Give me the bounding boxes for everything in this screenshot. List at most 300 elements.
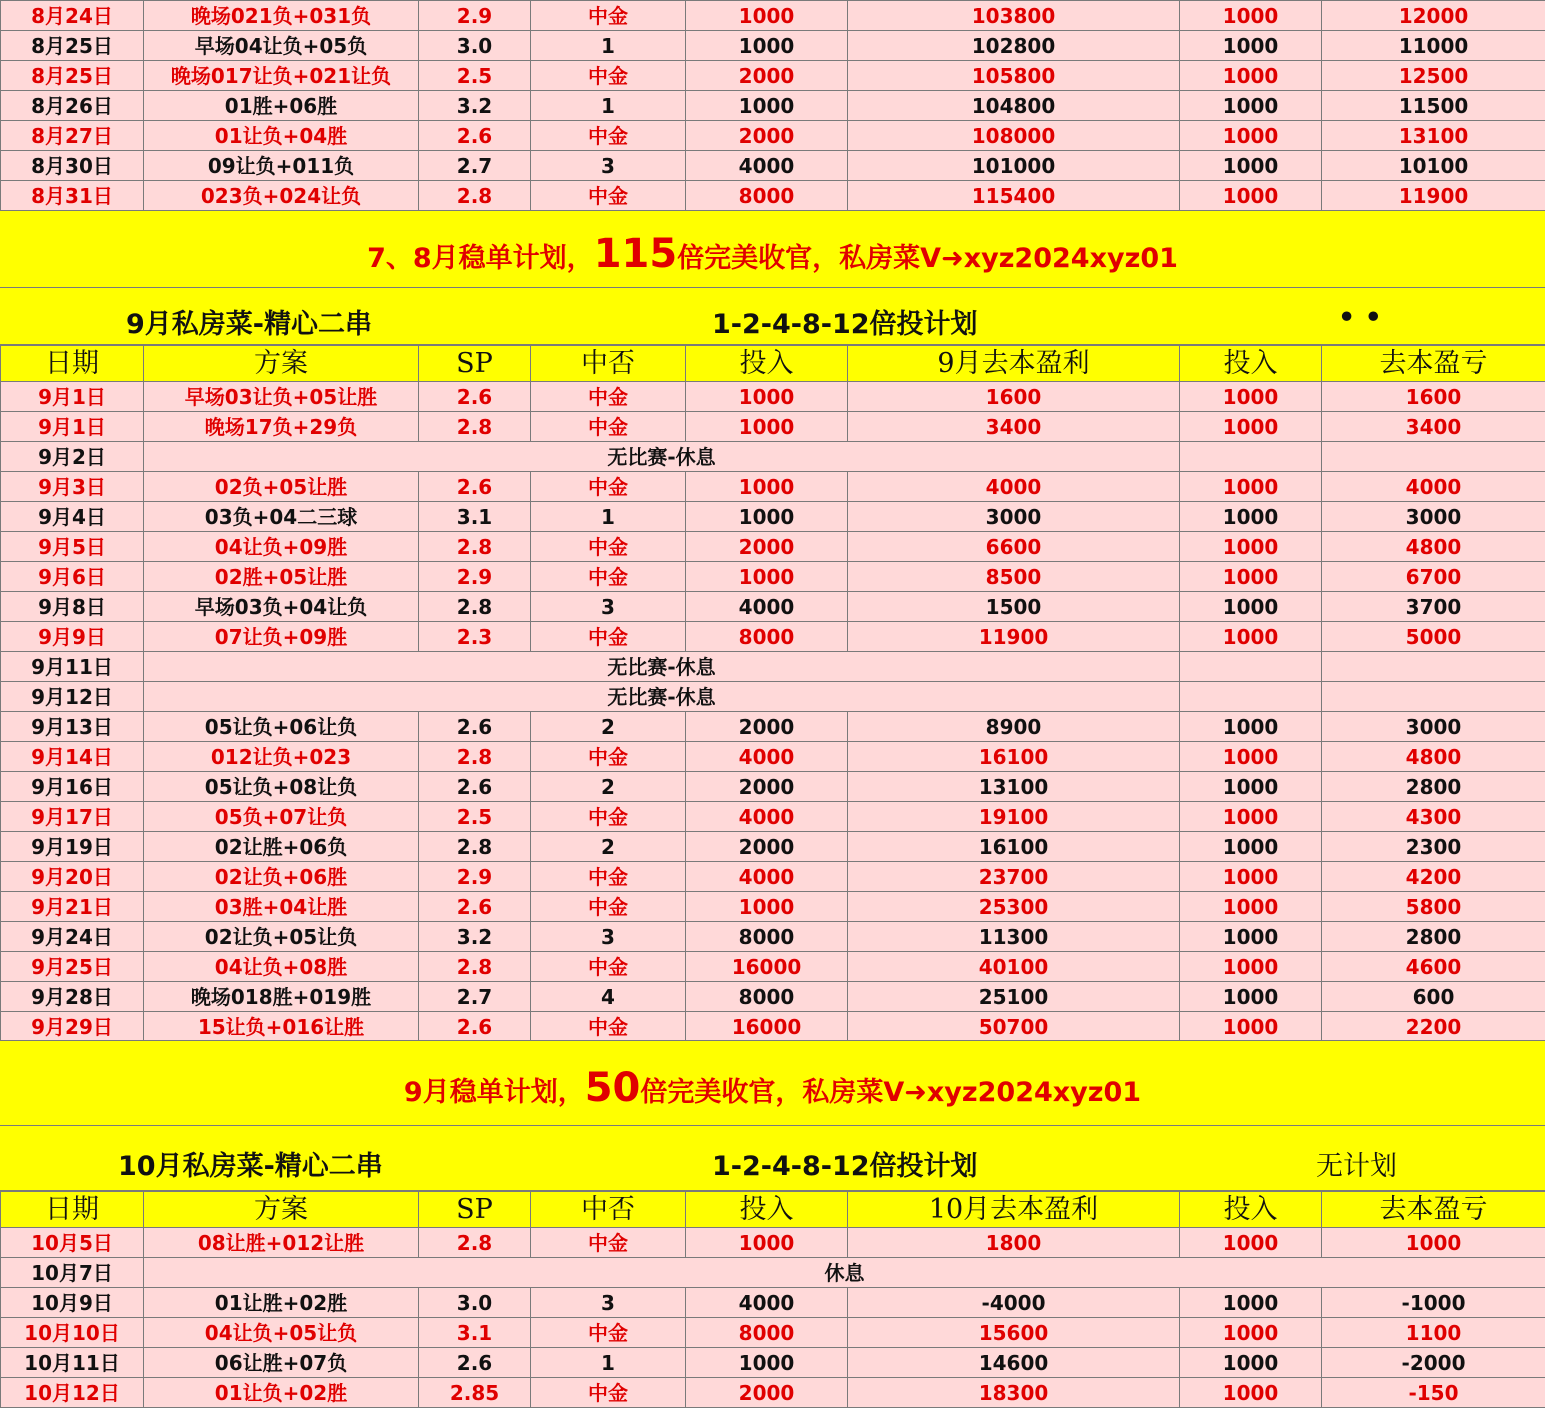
sp-cell: 2.8	[419, 1228, 531, 1258]
date-cell: 9月8日	[1, 592, 144, 622]
header-date-cell: 日期	[1, 1192, 144, 1228]
sp-cell: 2.8	[419, 532, 531, 562]
header-row	[1, 346, 1545, 382]
bet-cell: 4000	[686, 1288, 848, 1318]
net-cell: -2000	[1322, 1348, 1545, 1378]
result-cell: 中金	[531, 1378, 686, 1408]
bet2-cell: 1000	[1180, 61, 1322, 91]
bet2-cell: 1000	[1180, 412, 1322, 442]
profit-cell: 40100	[848, 952, 1180, 982]
plan-cell: 012让负+023	[144, 742, 419, 772]
net-cell: -1000	[1322, 1288, 1545, 1318]
sp-cell: 3.0	[419, 1288, 531, 1318]
bet2-cell: 1000	[1180, 562, 1322, 592]
profit-cell: 104800	[848, 91, 1180, 121]
date-cell: 9月25日	[1, 952, 144, 982]
date-cell: 9月11日	[1, 652, 144, 682]
plan-cell: 晚场17负+29负	[144, 412, 419, 442]
bet-cell: 4000	[686, 592, 848, 622]
october-note: 无计划	[1316, 1151, 1397, 1182]
date-cell: 8月27日	[1, 121, 144, 151]
table-row	[1, 61, 1545, 91]
sp-cell: 3.1	[419, 1318, 531, 1348]
sp-cell: 2.7	[419, 151, 531, 181]
result-cell: 1	[531, 91, 686, 121]
october-plan: 1-2-4-8-12倍投计划	[712, 1151, 978, 1182]
header-bet2-cell: 投入	[1180, 1192, 1322, 1228]
plan-cell: 04让负+08胜	[144, 952, 419, 982]
plan-cell: 07让负+09胜	[144, 622, 419, 652]
rest-row	[1, 1258, 1545, 1288]
october-title: 10月私房菜-精心二串	[118, 1151, 383, 1182]
plan-cell: 01胜+06胜	[144, 91, 419, 121]
net-cell: 2300	[1322, 832, 1545, 862]
sp-cell: 3.2	[419, 922, 531, 952]
header-sp-cell: SP	[419, 346, 531, 382]
bet-cell: 1000	[686, 1, 848, 31]
plan-cell: 08让胜+012让胜	[144, 1228, 419, 1258]
date-cell: 10月11日	[1, 1348, 144, 1378]
plan-cell: 023负+024让负	[144, 181, 419, 211]
empty-cell	[1322, 652, 1545, 682]
plan-cell: 02让负+05让负	[144, 922, 419, 952]
result-cell: 中金	[531, 952, 686, 982]
bet-cell: 8000	[686, 922, 848, 952]
bet2-cell: 1000	[1180, 1, 1322, 31]
table-row	[1, 802, 1545, 832]
header-profit-cell: 9月去本盈利	[848, 346, 1180, 382]
result-cell: 2	[531, 832, 686, 862]
profit-cell: 3000	[848, 502, 1180, 532]
table-row	[1, 472, 1545, 502]
august-rows	[1, 1, 1545, 211]
profit-cell: 6600	[848, 532, 1180, 562]
bet2-cell: 1000	[1180, 532, 1322, 562]
header-result-cell: 中否	[531, 346, 686, 382]
result-cell: 中金	[531, 622, 686, 652]
bet2-cell: 1000	[1180, 922, 1322, 952]
bet2-cell: 1000	[1180, 382, 1322, 412]
plan-cell: 早场03负+04让负	[144, 592, 419, 622]
header-date-cell: 日期	[1, 346, 144, 382]
empty-cell	[1180, 442, 1322, 472]
result-cell: 中金	[531, 742, 686, 772]
net-cell: 2800	[1322, 922, 1545, 952]
sp-cell: 2.6	[419, 712, 531, 742]
net-cell: 1600	[1322, 382, 1545, 412]
table-row	[1, 151, 1545, 181]
table-row	[1, 712, 1545, 742]
rest-cell: 无比赛-休息	[144, 652, 1180, 682]
profit-cell: 18300	[848, 1378, 1180, 1408]
table-row	[1, 922, 1545, 952]
bet2-cell: 1000	[1180, 1012, 1322, 1042]
table-row	[1, 91, 1545, 121]
bet2-cell: 1000	[1180, 712, 1322, 742]
rest-row	[1, 442, 1545, 472]
result-cell: 中金	[531, 472, 686, 502]
sp-cell: 2.85	[419, 1378, 531, 1408]
date-cell: 9月1日	[1, 382, 144, 412]
banner-post: 倍完美收官，私房菜V➜xyz2024xyz01	[677, 243, 1178, 274]
sp-cell: 2.6	[419, 1012, 531, 1042]
date-cell: 9月29日	[1, 1012, 144, 1042]
sp-cell: 3.1	[419, 502, 531, 532]
profit-cell: 13100	[848, 772, 1180, 802]
net-cell: 4200	[1322, 862, 1545, 892]
bet2-cell: 1000	[1180, 1228, 1322, 1258]
table-row	[1, 31, 1545, 61]
table-row	[1, 982, 1545, 1012]
bet2-cell: 1000	[1180, 121, 1322, 151]
bet-cell: 1000	[686, 472, 848, 502]
date-cell: 9月6日	[1, 562, 144, 592]
sp-cell: 2.9	[419, 1, 531, 31]
date-cell: 10月5日	[1, 1228, 144, 1258]
date-cell: 10月12日	[1, 1378, 144, 1408]
plan-cell: 01让胜+02胜	[144, 1288, 419, 1318]
plan-cell: 02让负+06胜	[144, 862, 419, 892]
plan-cell: 晚场017让负+021让负	[144, 61, 419, 91]
table-row	[1, 592, 1545, 622]
result-cell: 2	[531, 712, 686, 742]
banner-multiplier: 115	[593, 231, 678, 277]
net-cell: 3000	[1322, 502, 1545, 532]
net-cell: 2200	[1322, 1012, 1545, 1042]
sp-cell: 3.0	[419, 31, 531, 61]
bet-cell: 1000	[686, 91, 848, 121]
bet-cell: 8000	[686, 982, 848, 1012]
plan-cell: 04让负+09胜	[144, 532, 419, 562]
net-cell: 12500	[1322, 61, 1545, 91]
bet2-cell: 1000	[1180, 1288, 1322, 1318]
bet-cell: 2000	[686, 61, 848, 91]
profit-cell: 11300	[848, 922, 1180, 952]
date-cell: 8月24日	[1, 1, 144, 31]
net-cell: 4600	[1322, 952, 1545, 982]
date-cell: 8月25日	[1, 61, 144, 91]
date-cell: 10月7日	[1, 1258, 144, 1288]
profit-cell: 11900	[848, 622, 1180, 652]
table-row	[1, 622, 1545, 652]
net-cell: 600	[1322, 982, 1545, 1012]
date-cell: 9月5日	[1, 532, 144, 562]
table-row	[1, 1012, 1545, 1042]
bet-cell: 16000	[686, 952, 848, 982]
net-cell: 6700	[1322, 562, 1545, 592]
net-cell: 3400	[1322, 412, 1545, 442]
bet2-cell: 1000	[1180, 31, 1322, 61]
profit-cell: 101000	[848, 151, 1180, 181]
result-cell: 中金	[531, 1228, 686, 1258]
plan-cell: 03胜+04让胜	[144, 892, 419, 922]
september-table	[0, 345, 1545, 1042]
october-table	[0, 1191, 1545, 1408]
net-cell: 5000	[1322, 622, 1545, 652]
sp-cell: 3.2	[419, 91, 531, 121]
profit-cell: 115400	[848, 181, 1180, 211]
profit-cell: 19100	[848, 802, 1180, 832]
date-cell: 8月30日	[1, 151, 144, 181]
result-cell: 中金	[531, 181, 686, 211]
table-row	[1, 1348, 1545, 1378]
net-cell: 1100	[1322, 1318, 1545, 1348]
result-cell: 中金	[531, 121, 686, 151]
result-cell: 中金	[531, 1318, 686, 1348]
plan-cell: 01让负+02胜	[144, 1378, 419, 1408]
sp-cell: 2.5	[419, 802, 531, 832]
sp-cell: 2.3	[419, 622, 531, 652]
profit-cell: 50700	[848, 1012, 1180, 1042]
header-bet2-cell: 投入	[1180, 346, 1322, 382]
date-cell: 9月20日	[1, 862, 144, 892]
sp-cell: 2.7	[419, 982, 531, 1012]
date-cell: 9月14日	[1, 742, 144, 772]
profit-cell: 25100	[848, 982, 1180, 1012]
plan-cell: 05让负+06让负	[144, 712, 419, 742]
profit-cell: 8900	[848, 712, 1180, 742]
plan-cell: 晚场021负+031负	[144, 1, 419, 31]
net-cell: 1000	[1322, 1228, 1545, 1258]
sp-cell: 2.8	[419, 412, 531, 442]
profit-cell: 3400	[848, 412, 1180, 442]
result-cell: 中金	[531, 61, 686, 91]
bet-cell: 2000	[686, 532, 848, 562]
bet2-cell: 1000	[1180, 862, 1322, 892]
sp-cell: 2.6	[419, 772, 531, 802]
bet-cell: 1000	[686, 1348, 848, 1378]
plan-cell: 02负+05让胜	[144, 472, 419, 502]
date-cell: 8月31日	[1, 181, 144, 211]
date-cell: 9月28日	[1, 982, 144, 1012]
bet-cell: 8000	[686, 181, 848, 211]
profit-cell: 102800	[848, 31, 1180, 61]
profit-cell: 16100	[848, 742, 1180, 772]
profit-cell: 105800	[848, 61, 1180, 91]
sp-cell: 2.9	[419, 862, 531, 892]
sp-cell: 2.6	[419, 892, 531, 922]
net-cell: 2800	[1322, 772, 1545, 802]
sp-cell: 2.8	[419, 181, 531, 211]
table-row	[1, 532, 1545, 562]
bet-cell: 8000	[686, 622, 848, 652]
sp-cell: 2.8	[419, 742, 531, 772]
header-net-cell: 去本盈亏	[1322, 1192, 1545, 1228]
profit-cell: 1600	[848, 382, 1180, 412]
profit-cell: 15600	[848, 1318, 1180, 1348]
net-cell: 4000	[1322, 472, 1545, 502]
plan-cell: 02胜+05让胜	[144, 562, 419, 592]
net-cell: 4800	[1322, 742, 1545, 772]
table-row	[1, 1378, 1545, 1408]
date-cell: 8月25日	[1, 31, 144, 61]
table-row	[1, 412, 1545, 442]
empty-cell	[1322, 682, 1545, 712]
bet2-cell: 1000	[1180, 1378, 1322, 1408]
sp-cell: 2.6	[419, 1348, 531, 1378]
plan-cell: 早场04让负+05负	[144, 31, 419, 61]
table-row	[1, 121, 1545, 151]
bet2-cell: 1000	[1180, 151, 1322, 181]
header-sp-cell: SP	[419, 1192, 531, 1228]
date-cell: 9月3日	[1, 472, 144, 502]
august-summary-banner	[0, 210, 1545, 288]
sp-cell: 2.9	[419, 562, 531, 592]
bet2-cell: 1000	[1180, 742, 1322, 772]
plan-cell: 15让负+016让胜	[144, 1012, 419, 1042]
result-cell: 中金	[531, 802, 686, 832]
bet-cell: 4000	[686, 742, 848, 772]
profit-cell: 1800	[848, 1228, 1180, 1258]
sp-cell: 2.8	[419, 832, 531, 862]
profit-cell: 108000	[848, 121, 1180, 151]
date-cell: 9月4日	[1, 502, 144, 532]
sp-cell: 2.8	[419, 592, 531, 622]
net-cell: 11000	[1322, 31, 1545, 61]
plan-cell: 晚场018胜+019胜	[144, 982, 419, 1012]
bet2-cell: 1000	[1180, 502, 1322, 532]
plan-cell: 01让负+04胜	[144, 121, 419, 151]
banner-text	[0, 231, 1545, 277]
bet2-cell: 1000	[1180, 181, 1322, 211]
date-cell: 9月21日	[1, 892, 144, 922]
bet-cell: 1000	[686, 892, 848, 922]
bet2-cell: 1000	[1180, 91, 1322, 121]
header-net-cell: 去本盈亏	[1322, 346, 1545, 382]
date-cell: 9月19日	[1, 832, 144, 862]
plan-cell: 02让胜+06负	[144, 832, 419, 862]
bet-cell: 2000	[686, 121, 848, 151]
september-summary-banner	[0, 1040, 1545, 1126]
bet-cell: 1000	[686, 31, 848, 61]
october-title-bar	[0, 1125, 1545, 1191]
result-cell: 中金	[531, 1, 686, 31]
date-cell: 8月26日	[1, 91, 144, 121]
bet-cell: 16000	[686, 1012, 848, 1042]
date-cell: 10月10日	[1, 1318, 144, 1348]
banner-post: 倍完美收官，私房菜V➜xyz2024xyz01	[640, 1077, 1142, 1108]
net-cell: 12000	[1322, 1, 1545, 31]
table-row	[1, 181, 1545, 211]
plan-cell: 05让负+08让负	[144, 772, 419, 802]
net-cell: 11500	[1322, 91, 1545, 121]
plan-cell: 05负+07让负	[144, 802, 419, 832]
table-row	[1, 1288, 1545, 1318]
header-bet-cell: 投入	[686, 1192, 848, 1228]
rest-cell: 无比赛-休息	[144, 442, 1180, 472]
empty-cell	[1180, 682, 1322, 712]
header-row	[1, 1192, 1545, 1228]
date-cell: 9月13日	[1, 712, 144, 742]
rest-cell: 休息	[144, 1258, 1545, 1288]
sp-cell: 2.5	[419, 61, 531, 91]
banner-pre: 7、8月稳单计划，	[367, 243, 594, 274]
profit-cell: 14600	[848, 1348, 1180, 1378]
profit-cell: 23700	[848, 862, 1180, 892]
bet2-cell: 1000	[1180, 472, 1322, 502]
result-cell: 中金	[531, 532, 686, 562]
banner-text	[0, 1065, 1545, 1111]
table-row	[1, 742, 1545, 772]
net-cell: 13100	[1322, 121, 1545, 151]
net-cell: 10100	[1322, 151, 1545, 181]
table-row	[1, 562, 1545, 592]
bet2-cell: 1000	[1180, 1318, 1322, 1348]
net-cell: 5800	[1322, 892, 1545, 922]
date-cell: 9月17日	[1, 802, 144, 832]
result-cell: 1	[531, 31, 686, 61]
table-row	[1, 382, 1545, 412]
sp-cell: 2.6	[419, 382, 531, 412]
profit-cell: 25300	[848, 892, 1180, 922]
result-cell: 中金	[531, 562, 686, 592]
profit-cell: 103800	[848, 1, 1180, 31]
profit-cell: 16100	[848, 832, 1180, 862]
net-cell: -150	[1322, 1378, 1545, 1408]
september-title: 9月私房菜-精心二串	[126, 309, 372, 340]
net-cell: 3000	[1322, 712, 1545, 742]
rest-cell: 无比赛-休息	[144, 682, 1180, 712]
bet2-cell: 1000	[1180, 832, 1322, 862]
september-rows	[1, 346, 1545, 1042]
august-table	[0, 0, 1545, 211]
banner-pre: 9月稳单计划，	[403, 1077, 585, 1108]
date-cell: 9月12日	[1, 682, 144, 712]
result-cell: 中金	[531, 382, 686, 412]
profit-cell: 4000	[848, 472, 1180, 502]
bet-cell: 2000	[686, 832, 848, 862]
header-bet-cell: 投入	[686, 346, 848, 382]
date-cell: 9月24日	[1, 922, 144, 952]
table-row	[1, 952, 1545, 982]
plan-cell: 04让负+05让负	[144, 1318, 419, 1348]
result-cell: 中金	[531, 412, 686, 442]
bet-cell: 1000	[686, 562, 848, 592]
date-cell: 9月9日	[1, 622, 144, 652]
result-cell: 2	[531, 772, 686, 802]
table-row	[1, 1, 1545, 31]
september-plan: 1-2-4-8-12倍投计划	[712, 309, 978, 340]
bet-cell: 1000	[686, 382, 848, 412]
net-cell: 3700	[1322, 592, 1545, 622]
result-cell: 3	[531, 151, 686, 181]
header-plan-cell: 方案	[144, 346, 419, 382]
net-cell: 4300	[1322, 802, 1545, 832]
sp-cell: 2.8	[419, 952, 531, 982]
bet2-cell: 1000	[1180, 892, 1322, 922]
rest-row	[1, 682, 1545, 712]
empty-cell	[1180, 652, 1322, 682]
date-cell: 10月9日	[1, 1288, 144, 1318]
table-row	[1, 1228, 1545, 1258]
bet2-cell: 1000	[1180, 1348, 1322, 1378]
result-cell: 中金	[531, 1012, 686, 1042]
plan-cell: 09让负+011负	[144, 151, 419, 181]
bet-cell: 2000	[686, 1378, 848, 1408]
table-row	[1, 1318, 1545, 1348]
table-row	[1, 502, 1545, 532]
september-title-bar	[0, 287, 1545, 345]
bet2-cell: 1000	[1180, 802, 1322, 832]
result-cell: 中金	[531, 892, 686, 922]
october-rows	[1, 1192, 1545, 1408]
bet-cell: 8000	[686, 1318, 848, 1348]
date-cell: 9月16日	[1, 772, 144, 802]
table-row	[1, 832, 1545, 862]
header-profit-cell: 10月去本盈利	[848, 1192, 1180, 1228]
result-cell: 1	[531, 1348, 686, 1378]
bet-cell: 2000	[686, 772, 848, 802]
